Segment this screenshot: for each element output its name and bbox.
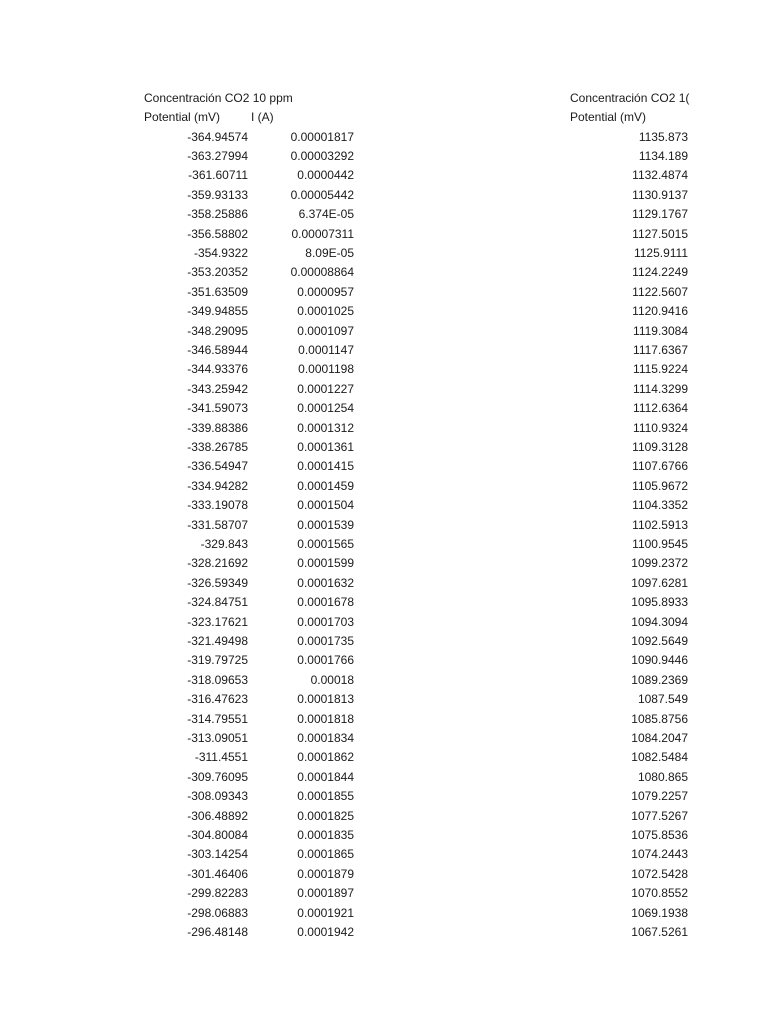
right-potential-header: Potential (mV) (570, 110, 647, 124)
potential-cell: -344.93376 (187, 362, 248, 377)
potential-cell: -311.4551 (194, 750, 248, 765)
current-cell: 0.0001879 (297, 866, 354, 881)
potential-cell: 1107.6766 (632, 459, 688, 474)
potential-cell: 1119.3084 (633, 323, 688, 338)
potential-cell: -313.09051 (187, 730, 248, 745)
current-cell: 0.0001813 (297, 692, 354, 707)
current-cell: 0.0001147 (298, 342, 354, 357)
potential-cell: 1067.5261 (631, 924, 688, 939)
current-cell: 0.0001766 (297, 653, 354, 668)
current-cell: 0.0001865 (297, 847, 354, 862)
left-current-header: I (A) (251, 110, 274, 124)
right-table-title: Concentración CO2 1( (570, 91, 690, 105)
potential-cell: 1080.865 (637, 769, 688, 784)
potential-cell: 1100.9545 (632, 536, 688, 551)
current-cell: 0.0001855 (297, 789, 354, 804)
potential-cell: -308.09343 (187, 789, 248, 804)
potential-cell: -341.59073 (187, 401, 248, 416)
current-cell: 0.00001817 (290, 129, 354, 144)
potential-cell: 1122.5607 (632, 284, 688, 299)
current-cell: 0.0001459 (297, 478, 354, 493)
potential-cell: 1105.9672 (632, 478, 688, 493)
potential-cell: 1112.6364 (633, 401, 688, 416)
current-cell: 0.0001678 (297, 595, 354, 610)
potential-cell: 1117.6367 (633, 342, 688, 357)
potential-cell: -339.88386 (187, 420, 248, 435)
current-cell: 0.0001834 (297, 730, 354, 745)
potential-cell: 1135.873 (638, 129, 688, 144)
current-cell: 0.0001835 (297, 827, 354, 842)
current-cell: 0.0001825 (297, 808, 354, 823)
current-cell: 0.00005442 (290, 187, 354, 202)
potential-cell: -301.46406 (187, 866, 248, 881)
potential-cell: 1079.2257 (631, 789, 688, 804)
current-cell: 0.0001097 (297, 323, 354, 338)
potential-cell: -318.09653 (187, 672, 248, 687)
current-cell: 0.0001862 (297, 750, 354, 765)
current-cell: 0.0001942 (297, 924, 354, 939)
potential-cell: 1104.3352 (632, 498, 688, 513)
potential-cell: 1130.9137 (632, 187, 688, 202)
current-cell: 0.0001921 (297, 905, 354, 920)
potential-cell: 1132.4874 (632, 168, 688, 183)
potential-cell: 1120.9416 (632, 304, 688, 319)
potential-cell: -326.59349 (187, 575, 248, 590)
potential-cell: 1099.2372 (631, 556, 688, 571)
potential-cell: -343.25942 (187, 381, 248, 396)
potential-cell: -324.84751 (187, 595, 248, 610)
current-cell: 0.0001504 (297, 498, 354, 513)
potential-cell: 1095.8933 (631, 595, 688, 610)
potential-cell: -303.14254 (187, 847, 248, 862)
potential-cell: -364.94574 (187, 129, 248, 144)
potential-cell: -363.27994 (187, 148, 248, 163)
potential-cell: 1134.189 (638, 148, 688, 163)
potential-cell: -351.63509 (187, 284, 248, 299)
potential-cell: 1070.8552 (631, 886, 688, 901)
potential-cell: -334.94282 (187, 478, 248, 493)
potential-cell: 1074.2443 (631, 847, 688, 862)
potential-cell: -306.48892 (187, 808, 248, 823)
potential-cell: -358.25886 (187, 207, 248, 222)
potential-cell: 1114.3299 (633, 381, 688, 396)
current-cell: 0.0001599 (297, 556, 354, 571)
current-cell: 0.0001844 (297, 769, 354, 784)
potential-cell: 1127.5015 (632, 226, 688, 241)
potential-cell: 1102.5913 (632, 517, 688, 532)
potential-cell: -336.54947 (187, 459, 248, 474)
potential-cell: 1085.8756 (631, 711, 688, 726)
potential-cell: -309.76095 (187, 769, 248, 784)
potential-cell: 1097.6281 (631, 575, 688, 590)
potential-cell: -346.58944 (187, 342, 248, 357)
potential-cell: -331.58707 (187, 517, 248, 532)
potential-cell: -304.80084 (187, 827, 248, 842)
potential-cell: -323.17621 (187, 614, 248, 629)
potential-cell: -353.20352 (187, 265, 248, 280)
current-cell: 0.0001897 (297, 886, 354, 901)
potential-cell: -321.49498 (187, 633, 248, 648)
potential-cell: -348.29095 (187, 323, 248, 338)
potential-cell: -316.47623 (187, 692, 248, 707)
potential-cell: 1087.549 (637, 692, 688, 707)
current-cell: 6.374E-05 (298, 207, 354, 222)
left-potential-header: Potential (mV) (144, 110, 221, 124)
potential-cell: -319.79725 (187, 653, 248, 668)
potential-cell: 1072.5428 (631, 866, 688, 881)
potential-cell: -361.60711 (188, 168, 248, 183)
current-cell: 0.00007311 (291, 226, 354, 241)
current-cell: 0.0001312 (297, 420, 354, 435)
potential-cell: 1124.2249 (632, 265, 688, 280)
potential-cell: 1125.9111 (633, 245, 688, 260)
potential-cell: 1077.5267 (631, 808, 688, 823)
potential-cell: 1090.9446 (631, 653, 688, 668)
potential-cell: -359.93133 (187, 187, 248, 202)
potential-cell: -329.843 (200, 536, 248, 551)
potential-cell: 1115.9224 (633, 362, 688, 377)
current-cell: 0.0000442 (297, 168, 354, 183)
current-cell: 0.0001565 (297, 536, 354, 551)
potential-cell: -314.79551 (187, 711, 248, 726)
potential-cell: 1110.9324 (633, 420, 688, 435)
current-cell: 0.0001361 (297, 439, 354, 454)
current-cell: 0.0001254 (297, 401, 354, 416)
current-cell: 8.09E-05 (305, 245, 354, 260)
potential-cell: 1092.5649 (631, 633, 688, 648)
current-cell: 0.00008864 (290, 265, 354, 280)
potential-cell: 1089.2369 (631, 672, 688, 687)
left-table-title: Concentración CO2 10 ppm (144, 91, 293, 105)
potential-cell: -328.21692 (187, 556, 248, 571)
current-cell: 0.0001415 (297, 459, 354, 474)
potential-cell: -298.06883 (187, 905, 248, 920)
current-cell: 0.0001539 (297, 517, 354, 532)
current-cell: 0.0001735 (297, 633, 354, 648)
potential-cell: 1129.1767 (632, 207, 688, 222)
potential-cell: 1082.5484 (631, 750, 688, 765)
potential-cell: 1084.2047 (631, 730, 688, 745)
potential-cell: -338.26785 (187, 439, 248, 454)
potential-cell: 1075.8536 (631, 827, 688, 842)
potential-cell: -296.48148 (187, 924, 248, 939)
current-cell: 0.0000957 (297, 284, 354, 299)
potential-cell: 1094.3094 (631, 614, 688, 629)
current-cell: 0.0001818 (297, 711, 354, 726)
potential-cell: -299.82283 (187, 886, 248, 901)
potential-cell: 1109.3128 (632, 439, 688, 454)
current-cell: 0.0001198 (298, 362, 354, 377)
current-cell: 0.00003292 (290, 148, 354, 163)
current-cell: 0.0001227 (297, 381, 354, 396)
current-cell: 0.00018 (310, 672, 354, 687)
potential-cell: 1069.1938 (631, 905, 688, 920)
potential-cell: -349.94855 (187, 304, 248, 319)
potential-cell: -333.19078 (187, 498, 248, 513)
current-cell: 0.0001703 (297, 614, 354, 629)
current-cell: 0.0001025 (297, 304, 354, 319)
potential-cell: -356.58802 (187, 226, 248, 241)
potential-cell: -354.9322 (193, 245, 248, 260)
current-cell: 0.0001632 (297, 575, 354, 590)
